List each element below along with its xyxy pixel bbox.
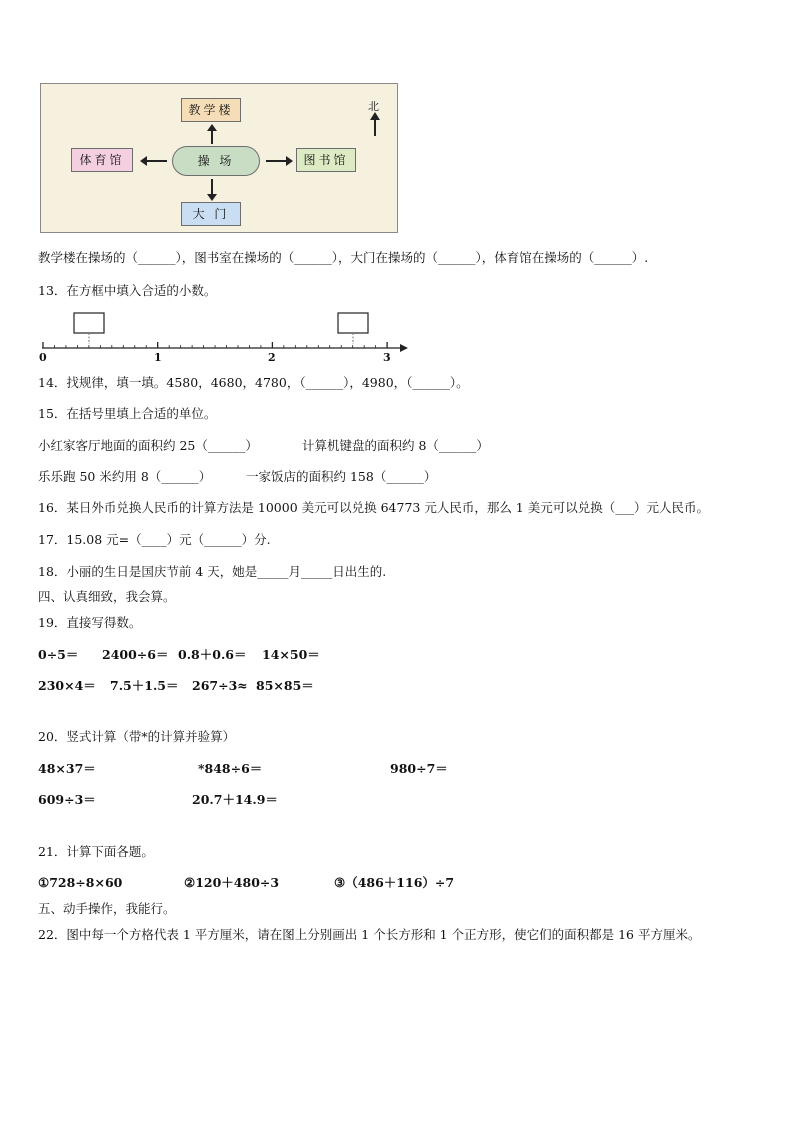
north-arrow-head xyxy=(370,112,380,120)
q19-item: 14×50＝ xyxy=(262,647,320,662)
answer-box-1 xyxy=(74,313,104,333)
q19-item: 2400÷6＝ xyxy=(102,647,169,662)
q19: 19．直接写得数。 xyxy=(38,615,142,630)
q16: 16．某日外币兑换人民币的计算方法是 10000 美元可以兑换 64773 元人民币，那么 1 美元可以兑换（___）元人民币。 xyxy=(38,500,709,515)
tick-label-1: 1 xyxy=(154,351,162,364)
q19-item: 230×4＝ xyxy=(38,678,96,693)
tick-label-2: 2 xyxy=(268,351,276,364)
q20-item: 48×37＝ xyxy=(38,761,96,776)
q20: 20．竖式计算（带*的计算并验算） xyxy=(38,729,236,744)
q21-item: ③（486＋116）÷7 xyxy=(334,875,455,890)
q15: 15．在括号里填上合适的单位。 xyxy=(38,406,217,421)
number-line xyxy=(36,308,416,368)
number-line-svg xyxy=(36,308,416,368)
section-5: 五、动手操作，我能行。 xyxy=(38,901,176,916)
q21-item: ①728÷8×60 xyxy=(38,875,123,890)
tick-marks xyxy=(43,342,387,348)
direction-map xyxy=(40,83,398,233)
map-box-top: 教学楼 xyxy=(181,98,241,122)
north-label: 北 xyxy=(368,100,379,113)
q19-item: 7.5＋1.5＝ xyxy=(110,678,179,693)
q19-item: 267÷3≈ xyxy=(192,678,248,693)
q19-item: 0.8＋0.6＝ xyxy=(178,647,247,662)
section-4: 四、认真细致，我会算。 xyxy=(38,589,176,604)
q15-a: 小红家客厅地面的面积约 25（______） xyxy=(38,438,258,453)
q15-d: 一家饭店的面积约 158（______） xyxy=(246,469,437,484)
arrow-left-head xyxy=(140,156,147,166)
q15-c: 乐乐跑 50 米约用 8（______） xyxy=(38,469,212,484)
map-box-center: 操 场 xyxy=(172,146,260,176)
q19-item: 85×85＝ xyxy=(256,678,314,693)
q20-item: 20.7＋14.9＝ xyxy=(192,792,278,807)
q20-item: *848÷6＝ xyxy=(198,761,263,776)
north-arrow-icon xyxy=(374,118,376,136)
arrow-right-head xyxy=(286,156,293,166)
arrow-down-head xyxy=(207,194,217,201)
q13: 13．在方框中填入合适的小数。 xyxy=(38,283,217,298)
q21-item: ②120＋480÷3 xyxy=(184,875,280,890)
arrow-right xyxy=(266,160,288,162)
map-box-right: 图书馆 xyxy=(296,148,356,172)
q17: 17．15.08 元=（____）元（______）分. xyxy=(38,532,271,547)
arrow-left xyxy=(145,160,167,162)
arrow-up-head xyxy=(207,124,217,131)
answer-box-2 xyxy=(338,313,368,333)
q-map-directions: 教学楼在操场的（______），图书室在操场的（______），大门在操场的（______），体育馆在操场的（______）. xyxy=(38,250,649,265)
map-box-left: 体育馆 xyxy=(71,148,133,172)
q18: 18．小丽的生日是国庆节前 4 天，她是_____月_____日出生的. xyxy=(38,564,387,579)
map-box-bottom: 大 门 xyxy=(181,202,241,226)
q21: 21．计算下面各题。 xyxy=(38,844,154,859)
tick-label-0: 0 xyxy=(39,351,47,364)
q20-item: 980÷7＝ xyxy=(390,761,448,776)
q20-item: 609÷3＝ xyxy=(38,792,96,807)
q15-b: 计算机键盘的面积约 8（______） xyxy=(302,438,489,453)
q19-item: 0÷5＝ xyxy=(38,647,79,662)
axis-arrow xyxy=(400,344,408,352)
q22: 22．图中每一个方格代表 1 平方厘米，请在图上分别画出 1 个长方形和 1 个正方形，使它们的面积都是 16 平方厘米。 xyxy=(38,927,701,942)
tick-label-3: 3 xyxy=(383,351,391,364)
q14: 14．找规律，填一填。4580，4680，4780，（______），4980，（______）。 xyxy=(38,375,469,390)
